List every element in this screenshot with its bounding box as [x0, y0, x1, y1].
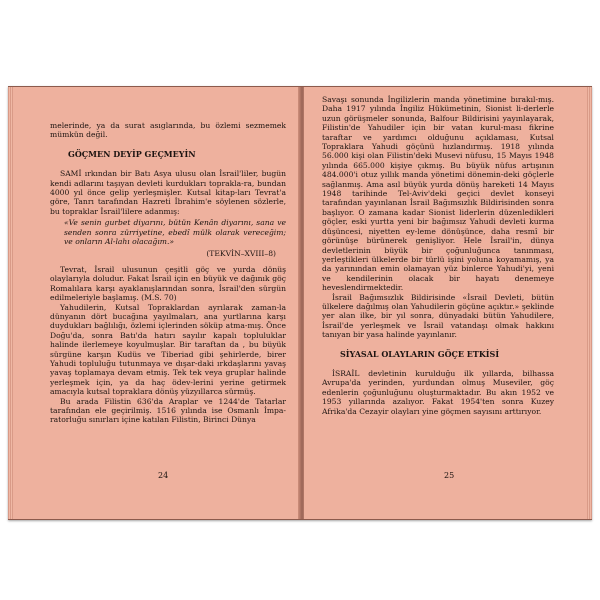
section-heading: SİYASAL OLAYLARIN GÖÇE ETKİSİ — [340, 348, 500, 359]
paragraph: Tevrat, İsrail ulusunun çeşitli göç ve yurda dönüş olaylarıyla doludur. Fakat İsrail için en büyük ve dağınık göç Romalılara karşı ayaklanışlarından sonra, İsrail'den sürgün edilmeleriyle başlamış. (M.S. 70) — [50, 264, 286, 303]
paragraph: Bu arada Filistin 636'da Araplar ve 1244'de Tatarlar tarafından ele geçirilmiş. 1516 yılında ise Osmanlı İmpa-ratorluğu sınırları içine katılan Filistin, Birinci Dünya — [50, 396, 286, 425]
open-book — [8, 86, 592, 520]
section-heading: GÖÇMEN DEYİP GEÇMEYİN — [68, 148, 196, 159]
page-edges — [587, 87, 592, 519]
left-page — [8, 87, 300, 519]
right-page — [304, 87, 592, 519]
right-page-text — [322, 95, 554, 416]
scripture-quote: «Ve senin gurbet diyarını, bütün Kenân diyarını, sana ve senden sonra zürriyetine, ebedî mülk olarak vereceğim; ve onların Al-lahı olacağım.» — [64, 218, 286, 247]
paragraph: İsrail Bağımsızlık Bildirisinde «İsrail Devleti, bütün ülkelere dağılmış olan Yahudilerin göçüne açıktır.» şeklinde yer alan ilke, bir yıl sonra, dünyadaki bütün Yahudilere, İsrail'de yerleşmek ve İsrail vatandaşı olmak hakkını tanıyan bir yasa halinde yayınlanır. — [322, 292, 554, 340]
paragraph: SAMİ ırkından bir Batı Asya ulusu olan İsrail'liler, bugün kendi adlarını taşıyan devleti kurdukları toprakla-ra, bundan 4000 yıl önce gelip yerleşmişler. Kutsal kitap-ları Tevrat'a göre, Tanrı tarafından Hazreti İbrahim'e söylenen sözlerle, bu topraklar İsrail'lilere adanmış: — [50, 169, 286, 216]
quote-reference: (TEKVİN–XVIII–8) — [206, 249, 276, 259]
page-number: 24 — [158, 471, 169, 480]
intro-paragraph: melerinde, ya da surat asıglarında, bu özlemi sezmemek mümkün değil. — [50, 121, 286, 140]
paragraph: Savaşı sonunda İngilizlerin manda yönetimine bırakıl-mış. Daha 1917 yılında İngiliz Hükümetinin, Sionist li-derlerle uzun görüşmeler sonunda, Balfour Bildirisini yayınlayarak, Filistin'de Yahudiler için bir vatan kurul-ması fikrine taraftar ve yardımcı olduğunu açıklaması, Kutsal Topraklara Yahudi göçünü hızlandırmış. 1918 yılında 56.000 kişi olan Filistin'deki Musevi nüfusu, 15 Mayıs 1948 yılında 665.000 kişiye çıkmış. Bu büyük nüfus artışının 484.000'i otuz yıllık manda yönetimi dönemin-deki göçlerle sağlanmış. Ama asıl büyük yurda dönüş hareketi 14 Mayıs 1948 tarihinde Tel-Aviv'deki geçici devlet konseyi tarafından yayınlanan İsrail Bağımsızlık Bildirisinden sonra başlıyor. O zamana kadar Sionist liderlerin düzenledikleri göçler, eski yurtta yeni bir bağımsız Yahudi devleti kurma düşüncesi, niyetten ey-leme dönüşünce, daha resmî bir görünüşe bürünerek genişliyor. Hele İsrail'in, dünya devletlerinin büyük bir çoğunluğunca tanınması, yerleştikleri ülkelerde bir türlü işini yoluna koyamamış, ya da yarınından emin olamayan yüz binlerce Yahudi'yi, yeni ve kendilerinin olacak bir hayatı denemeye heveslendirmektedir. — [322, 95, 554, 293]
left-page-text — [50, 121, 286, 425]
paragraph: Yahudilerin, Kutsal Topraklardan ayrılarak zaman-la dünyanın dört bucağına yayılmaları, ana yurtlarına karşı duydukları bağlılığı, özlemi içlerinden söküp atma-mış. Önce Doğu'da, sonra Batı'da hatırı sayılır kapalı topluluklar halinde ilerlemeye koyulmuşlar. Bir taraftan da , bu büyük sürgüne karşın Kudüs ve Tiberiad gibi şehirlerde, birer Yahudi topluluğu tutunmaya ve dışar-daki ırkdaşlarını yavaş yavaş toplamaya devam etmiş. Tek tek veya gruplar halinde yerleşmek için, ya da haç ödev-lerini yerine getirmek amacıyla kutsal topraklara dönüş yüzyıllarca sürmüş. — [50, 302, 286, 397]
page-number: 25 — [444, 471, 455, 480]
paragraph: İSRAİL devletinin kurulduğu ilk yıllarda, bilhassa Avrupa'da yerinden, yurdundan olmuş Museviler, göç edenlerin çoğunluğunu oluşturmaktadır. Bu akın 1952 ve 1953 yıllarında azalıyor. Fakat 1954'ten sonra Kuzey Afrika'da Cezayir olayları yine göçmen sayısını arttırıyor. — [322, 368, 554, 416]
page-edges — [8, 87, 13, 519]
